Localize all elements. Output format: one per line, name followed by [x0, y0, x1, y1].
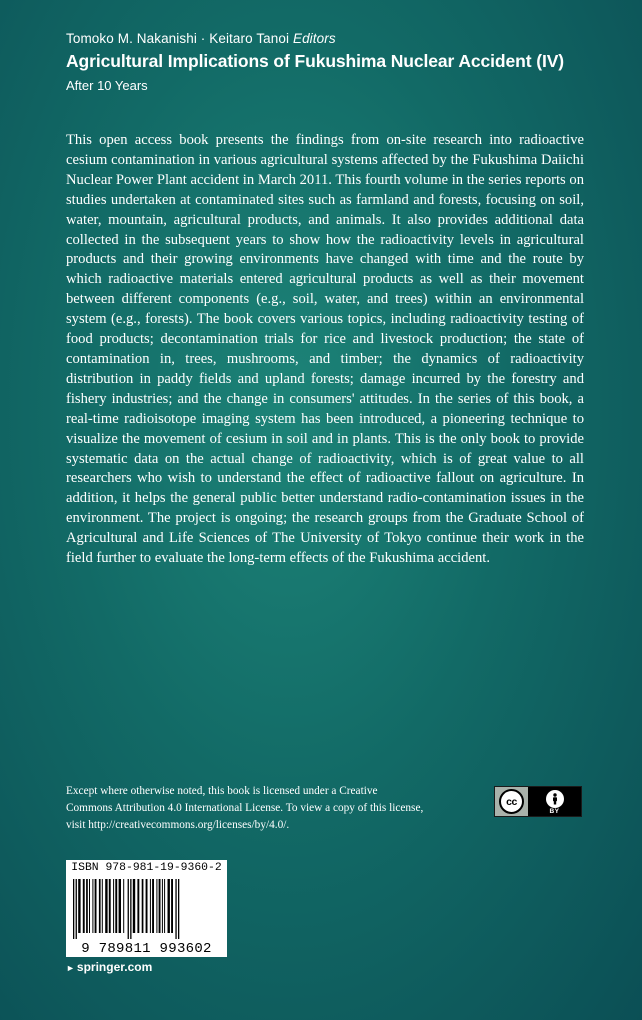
barcode-digits: 9 789811 993602	[81, 941, 212, 957]
arrow-right-icon: ►	[66, 963, 75, 973]
isbn-label: ISBN 978-981-19-9360-2	[71, 862, 222, 874]
publisher-link[interactable]	[66, 960, 152, 974]
barcode-bar	[152, 879, 154, 933]
barcode-bar	[150, 879, 151, 933]
cc-icon: cc	[499, 789, 524, 814]
barcode-bar	[86, 879, 88, 933]
barcode-bar	[133, 879, 135, 933]
barcode-bar	[113, 879, 114, 933]
person-icon	[546, 790, 564, 808]
barcode-bar	[146, 879, 148, 933]
barcode-bar	[171, 879, 173, 933]
barcode-bar	[168, 879, 170, 933]
by-label: BY	[549, 808, 560, 815]
barcode-bar	[83, 879, 85, 933]
book-title: Agricultural Implications of Fukushima Nuclear Accident (IV)	[66, 51, 565, 71]
by-panel	[528, 787, 581, 816]
barcode-bars	[69, 879, 224, 939]
barcode-bar	[78, 879, 80, 933]
barcode-bar	[130, 879, 131, 939]
barcode-bar	[73, 879, 74, 939]
barcode-bar	[115, 879, 117, 933]
barcode-bar	[164, 879, 165, 933]
book-description: This open access book presents the findings from on-site research into radioactive cesium contamination in various agricultural systems affected by the Fukushima Daiichi Nuclear Power Plant accident in March 2011. This fourth volume in the series reports on studies undertaken at contaminated sites such as farmland and forests, focusing on soil, water, mountain, agricultural products, and animals. It also provides additional data collected in the subsequent years to show how the radioactivity levels in agricultural products and their growing environments have changed with time and the route by which radioactive materials entered agricultural products as well as their movement between different components (e.g., soil, water, and trees) within an environmental system (e.g., forests). The book covers various topics, including radioactivity testing of food products; decontamination trials for rice and livestock production; the state of contamination in, trees, mushrooms, and timber; the dynamics of radioactivity distribution in paddy fields and upland forests; damage incurred by the forestry and fishery industries; and the change in consumers' attitudes. In the series of this book, a real-time radioisotope imaging system has been introduced, a pioneering technique to visualize the movement of cesium in soil and in plants. This is the only book to provide systematic data on the actual change of radioactivity, which is of great value to all researchers who wish to understand the effect of radioactive fallout on agriculture. In addition, it helps the general public better understand radio-contamination issues in the environment. The project is ongoing; the research groups from the Graduate School of Agricultural and Life Sciences of The University of Tokyo continue their work in the field further to evaluate the long-term effects of the Fukushima accident.	[66, 132, 584, 567]
barcode-bar	[76, 879, 77, 939]
barcode-bar	[99, 879, 101, 933]
barcode-bar	[105, 879, 107, 933]
barcode-bar	[89, 879, 90, 933]
editors-line	[66, 31, 564, 46]
barcode-bar	[156, 879, 157, 933]
barcode-bar	[162, 879, 163, 933]
barcode-bar	[128, 879, 129, 939]
barcode-bar	[178, 879, 179, 939]
editors-role: Editors	[292, 31, 336, 46]
barcode-bar	[119, 879, 121, 933]
barcode-bar	[109, 879, 111, 933]
license-text: Except where otherwise noted, this book is licensed under a Creative Commons Attribution 4.0 International License. To view a copy of this license, visit http://creativecommons.org/licenses/by/4.0/.	[66, 785, 424, 831]
barcode-bar	[95, 879, 97, 933]
header	[66, 31, 564, 93]
barcode-bar	[137, 879, 139, 933]
barcode-bar	[102, 879, 103, 933]
barcode-bar	[159, 879, 161, 933]
barcode-bar	[92, 879, 93, 933]
publisher-url: springer.com	[76, 960, 153, 974]
editors-names: Tomoko M. Nakanishi · Keitaro Tanoi	[66, 31, 290, 46]
book-subtitle: After 10 Years	[66, 78, 148, 93]
cc-by-license-badge	[494, 786, 582, 817]
isbn-barcode	[66, 860, 227, 957]
barcode-bar	[142, 879, 144, 933]
barcode-bar	[123, 879, 124, 933]
barcode-bar	[175, 879, 176, 939]
